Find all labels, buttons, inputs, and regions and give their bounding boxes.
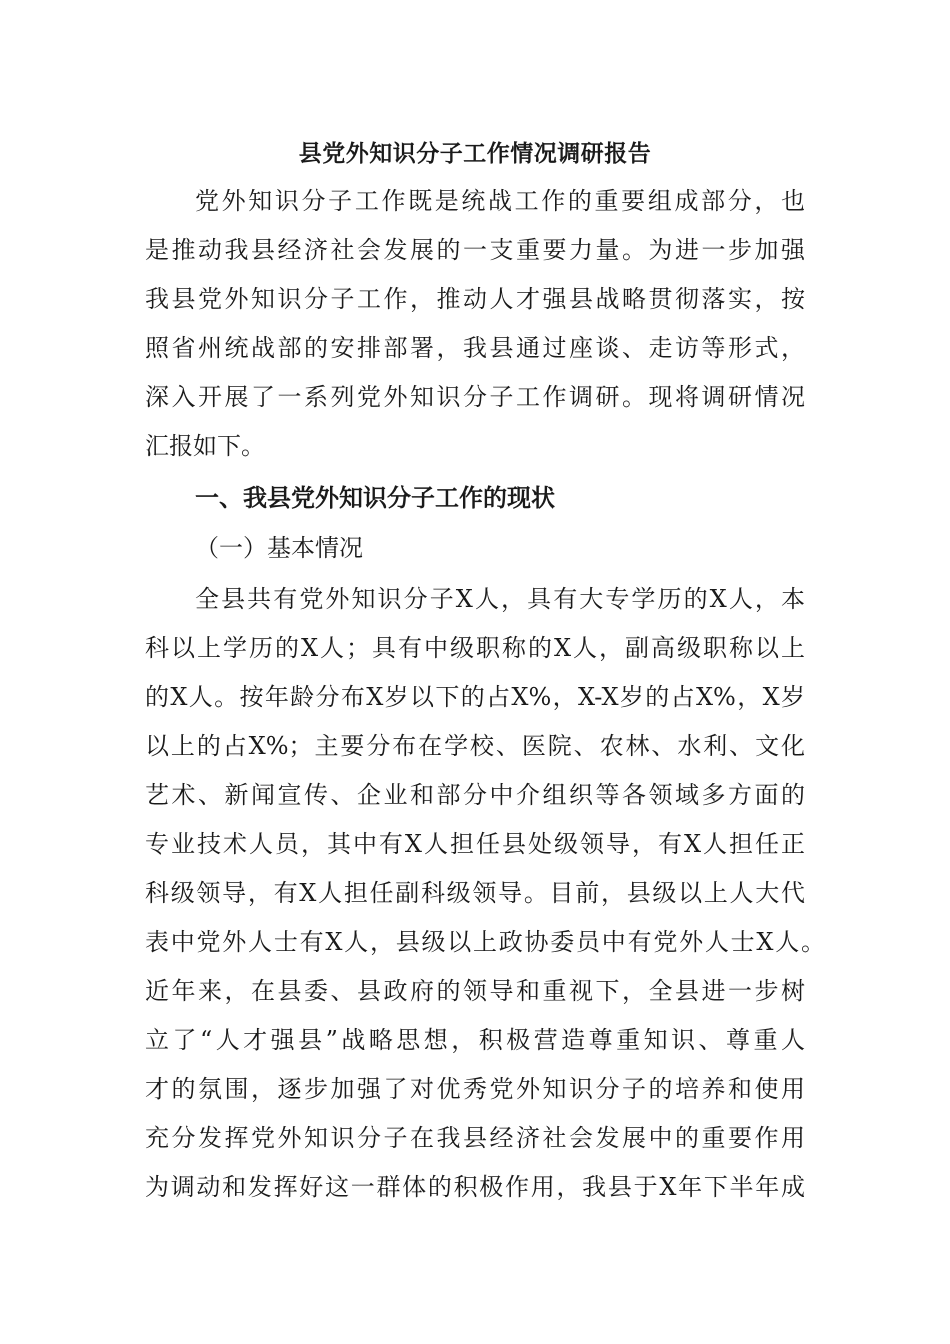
intro-line: 汇报如下。 xyxy=(145,432,265,460)
body-line: 的X人。按年龄分布X岁以下的占X%，X-X岁的占X%，X岁 xyxy=(145,683,805,711)
intro-line: 照省州统战部的安排部署，我县通过座谈、走访等形式， xyxy=(145,334,805,362)
body-line: 才的氛围，逐步加强了对优秀党外知识分子的培养和使用 xyxy=(145,1075,805,1103)
intro-line: 深入开展了一系列党外知识分子工作调研。现将调研情况 xyxy=(145,383,805,411)
body-line: 艺术、新闻宣传、企业和部分中介组织等各领域多方面的 xyxy=(145,781,805,809)
body-line: 专业技术人员，其中有X人担任县处级领导，有X人担任正 xyxy=(145,830,805,858)
body-line: 以上的占X%；主要分布在学校、医院、农林、水利、文化 xyxy=(145,732,805,760)
intro-line: 党外知识分子工作既是统战工作的重要组成部分，也 xyxy=(195,187,805,215)
body-line: 科以上学历的X人；具有中级职称的X人，副高级职称以上 xyxy=(145,634,805,662)
body-line: 表中党外人士有X人，县级以上政协委员中有党外人士X人。 xyxy=(145,928,825,956)
subsection-heading: （一）基本情况 xyxy=(195,534,363,562)
body-line: 为调动和发挥好这一群体的积极作用，我县于X年下半年成 xyxy=(145,1173,805,1201)
body-line: 近年来，在县委、县政府的领导和重视下，全县进一步树 xyxy=(145,977,805,1005)
document-title: 县党外知识分子工作情况调研报告 xyxy=(298,141,652,167)
intro-line: 是推动我县经济社会发展的一支重要力量。为进一步加强 xyxy=(145,236,805,264)
body-line: 全县共有党外知识分子X人，具有大专学历的X人，本 xyxy=(195,585,805,613)
intro-line: 我县党外知识分子工作，推动人才强县战略贯彻落实，按 xyxy=(145,285,805,313)
body-line: 科级领导，有X人担任副科级领导。目前，县级以上人大代 xyxy=(145,879,805,907)
body-line: 立了“人才强县”战略思想，积极营造尊重知识、尊重人 xyxy=(145,1026,805,1054)
body-line: 充分发挥党外知识分子在我县经济社会发展中的重要作用 xyxy=(145,1124,805,1152)
section-heading: 一、我县党外知识分子工作的现状 xyxy=(195,484,555,512)
